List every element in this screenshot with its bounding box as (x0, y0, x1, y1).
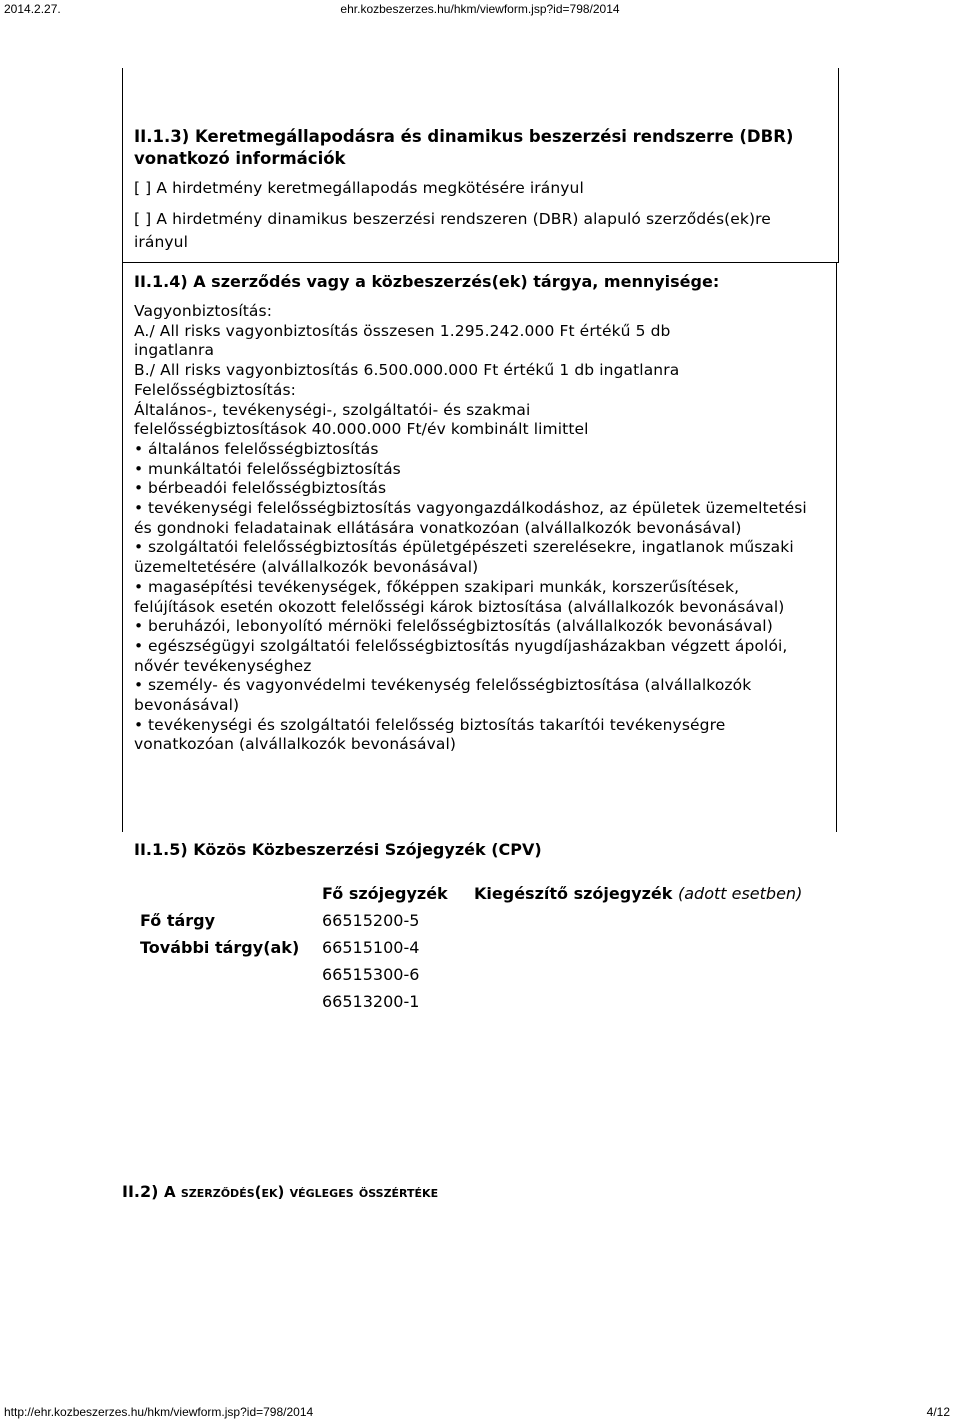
table-row (134, 988, 808, 1015)
list-item-text: tevékenységi és szolgáltatói felelősség biztosítás takarítói tevékenységre vonatkozóan (alvállalkozók bevonásával) (134, 715, 726, 754)
col-supp-vocab (468, 880, 808, 907)
print-footer (0, 1403, 960, 1423)
subject-text (134, 302, 824, 755)
section-title: A szerződés(ek) végleges összértéke (164, 1183, 439, 1201)
left-border-line (122, 262, 123, 832)
bullet-icon: • (134, 636, 144, 655)
page-number: 4/12 (926, 1405, 950, 1419)
line-general-liability: Általános-, tevékenységi-, szolgáltatói- és szakmai felelősségbiztosítások 40.000.000 Ft/év kombinált limittel (134, 400, 589, 439)
list-item-text: beruházói, lebonyolító mérnöki felelősségbiztosítás (alvállalkozók bevonásával) (148, 617, 773, 636)
cpv-code: 66515200-5 (322, 911, 420, 930)
bullet-icon: • (134, 499, 144, 518)
bullet-icon: • (134, 479, 144, 498)
list-item-text: szolgáltatói felelősségbiztosítás épületgépészeti szerelésekre, ingatlanok műszaki üzemeltetésére (alvállalkozók bevonásával) (134, 538, 794, 577)
list-item-text: munkáltatói felelősségbiztosítás (148, 459, 401, 478)
list-item (134, 637, 824, 676)
col-supp-label: Kiegészítő szójegyzék (474, 884, 673, 903)
list-item-text: tevékenységi felelősségbiztosítás vagyongazdálkodáshoz, az épületek üzemeltetési és gondnoki feladatainak ellátására vonatkozóan (alvállalkozók bevonásával) (134, 499, 807, 537)
list-item (134, 617, 824, 637)
bullet-icon: • (134, 676, 144, 695)
row-label: További tárgy(ak) (140, 938, 300, 957)
row-label (134, 988, 316, 1015)
list-item (134, 460, 824, 480)
bullet-icon: • (134, 715, 144, 734)
list-item-text: bérbeadói felelősségbiztosítás (148, 479, 387, 498)
list-item (134, 538, 824, 577)
list-item (134, 676, 824, 715)
cpv-table (134, 880, 808, 1015)
table-row (134, 934, 808, 961)
line-a-all-risks: A./ All risks vagyonbiztosítás összesen 1.295.242.000 Ft értékű 5 db ingatlanra (134, 321, 671, 360)
list-item (134, 716, 824, 755)
list-item-text: személy- és vagyonvédelmi tevékenység felelősségbiztosítása (alvállalkozók bevonásával) (134, 676, 752, 715)
bullet-icon: • (134, 439, 144, 458)
table-row (134, 907, 808, 934)
list-item-text: általános felelősségbiztosítás (148, 439, 379, 458)
col-supp-note: (adott esetben) (678, 884, 803, 903)
bullet-icon: • (134, 617, 144, 636)
section-heading: II.1.4) A szerződés vagy a közbeszerzés(ek) tárgya, mennyisége: (134, 272, 720, 291)
row-label: Fő tárgy (140, 911, 216, 930)
bullet-icon: • (134, 538, 144, 557)
bullet-icon: • (134, 459, 144, 478)
dbr-option: [ ] A hirdetmény dinamikus beszerzési rendszeren (DBR) alapuló szerződés(ek)re irányul (134, 209, 771, 251)
list-item-text: egészségügyi szolgáltatói felelősségbiztosítás nyugdíjasházakban végzett ápolói, nővér tevékenységhez (134, 636, 788, 675)
cpv-heading: II.1.5) Közös Közbeszerzési Szójegyzék (CPV) (134, 840, 542, 859)
print-url: ehr.kozbeszerzes.hu/hkm/viewform.jsp?id=798/2014 (340, 2, 620, 16)
cpv-code: 66513200-1 (322, 992, 420, 1011)
line-property-insurance: Vagyonbiztosítás: (134, 302, 273, 320)
line-b-all-risks: B./ All risks vagyonbiztosítás 6.500.000.000 Ft értékű 1 db ingatlanra (134, 361, 680, 380)
liability-list (134, 440, 824, 755)
cpv-code: 66515100-4 (322, 938, 420, 957)
list-item (134, 479, 824, 499)
row-label (134, 961, 316, 988)
framework-option: [ ] A hirdetmény keretmegállapodás megkötésére irányul (134, 179, 584, 197)
list-item (134, 440, 824, 460)
list-item-text: magasépítési tevékenységek, főképpen szakipari munkák, korszerűsítések, felújítások esetén okozott felelősségi károk biztosítása (alvállalkozók bevonásával) (134, 577, 785, 616)
list-item (134, 499, 824, 538)
list-item (134, 578, 824, 617)
section-ii-1-4 (134, 272, 824, 755)
table-row (134, 961, 808, 988)
print-date: 2014.2.27. (4, 2, 61, 16)
right-border-line (836, 262, 837, 832)
col-main-vocab: Fő szójegyzék (322, 884, 448, 903)
bullet-icon: • (134, 577, 144, 596)
section-ii-1-3 (134, 126, 824, 254)
section-number: II.2) (122, 1182, 159, 1201)
section-ii-2-heading (122, 1182, 438, 1201)
print-header (0, 0, 960, 20)
line-liability: Felelősségbiztosítás: (134, 380, 296, 399)
footer-url: http://ehr.kozbeszerzes.hu/hkm/viewform.jsp?id=798/2014 (4, 1405, 314, 1419)
cpv-code: 66515300-6 (322, 965, 420, 984)
section-heading: II.1.3) Keretmegállapodásra és dinamikus beszerzési rendszerre (DBR) vonatkozó információk (134, 127, 794, 168)
